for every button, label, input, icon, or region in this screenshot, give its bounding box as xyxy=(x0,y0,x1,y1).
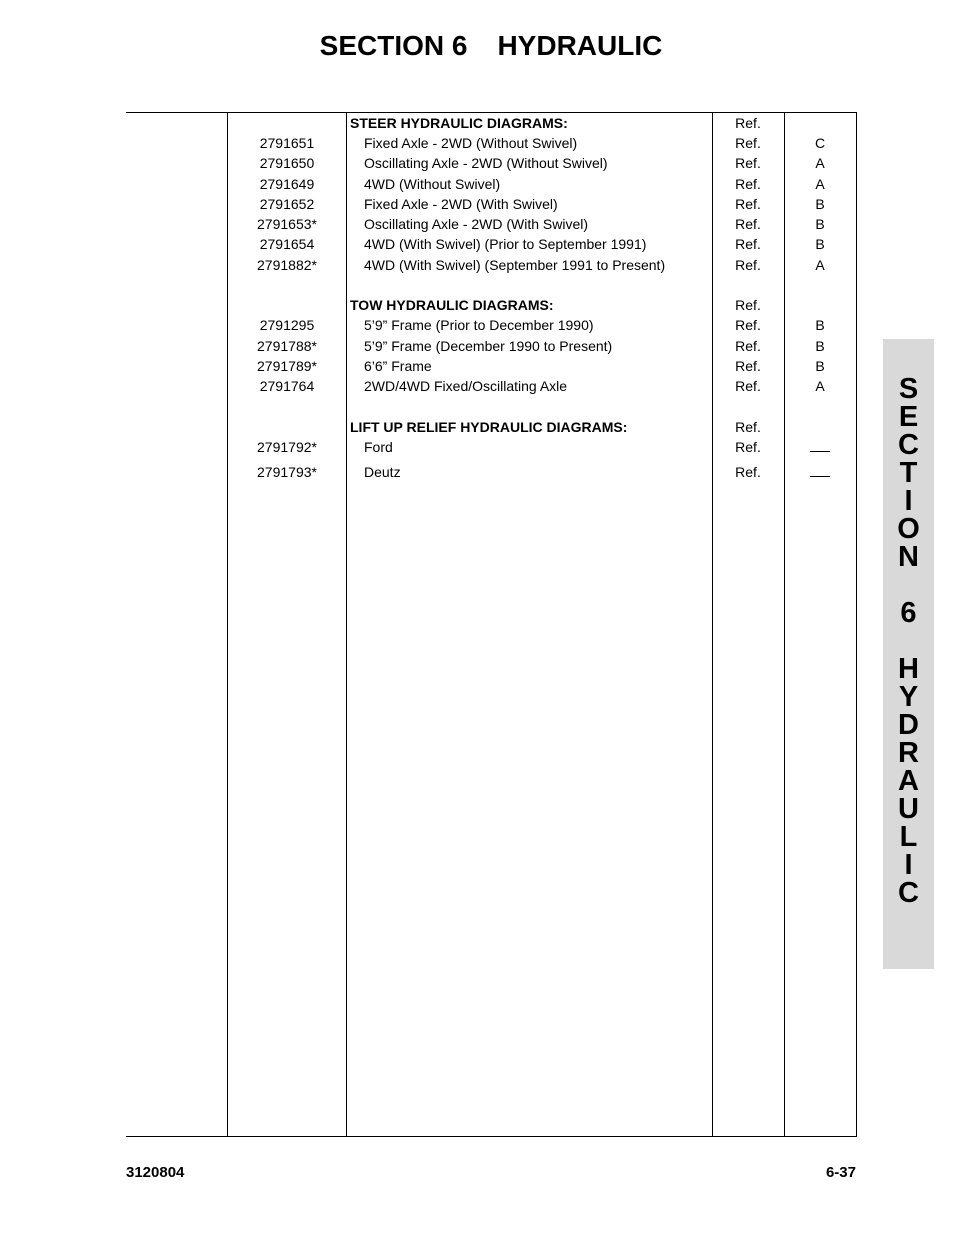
blank-line xyxy=(810,451,830,452)
quantity-ref: Ref. xyxy=(735,196,761,212)
quantity-ref: Ref. xyxy=(735,419,761,435)
page-number: 6-37 xyxy=(825,1164,856,1181)
part-description: Oscillating Axle - 2WD (With Swivel) xyxy=(364,216,589,232)
side-tab-letter: T xyxy=(899,457,918,489)
sheet-code: A xyxy=(815,155,825,171)
side-tab-letter: O xyxy=(897,513,920,545)
table-row xyxy=(126,376,857,396)
side-tab-letter: D xyxy=(898,709,919,741)
table-row xyxy=(126,437,857,457)
quantity-ref: Ref. xyxy=(735,135,761,151)
quantity-ref: Ref. xyxy=(735,378,761,394)
side-tab-letter: L xyxy=(899,821,918,853)
sheet-code: C xyxy=(814,135,826,151)
part-description: 5’9” Frame (Prior to December 1990) xyxy=(364,317,594,333)
part-number: 2791792* xyxy=(257,439,317,455)
side-tab-letter: Y xyxy=(898,681,919,713)
part-description: Fixed Axle - 2WD (With Swivel) xyxy=(364,196,558,212)
section-heading-row xyxy=(126,295,857,315)
sheet-code: B xyxy=(815,216,825,232)
quantity-ref: Ref. xyxy=(735,236,761,252)
side-tab-letter: U xyxy=(898,793,919,825)
part-description: 4WD (With Swivel) (September 1991 to Present) xyxy=(364,257,666,273)
part-number: 2791649 xyxy=(259,176,315,192)
side-tab-letter: N xyxy=(898,541,919,573)
sheet-code: B xyxy=(815,236,825,252)
sheet-code: A xyxy=(815,257,825,273)
group-heading: LIFT UP RELIEF HYDRAULIC DIAGRAMS: xyxy=(350,419,628,435)
part-number: 2791651 xyxy=(259,135,315,151)
side-tab-letter: S xyxy=(898,373,919,405)
part-description: 4WD (Without Swivel) xyxy=(364,176,501,192)
group-heading: TOW HYDRAULIC DIAGRAMS: xyxy=(350,297,554,313)
part-number: 2791295 xyxy=(259,317,315,333)
part-description: Fixed Axle - 2WD (Without Swivel) xyxy=(364,135,578,151)
sheet-code: A xyxy=(815,176,825,192)
section-label: SECTION 6 xyxy=(319,30,468,61)
quantity-ref: Ref. xyxy=(735,176,761,192)
section-heading-row xyxy=(126,113,857,133)
table-row xyxy=(126,336,857,356)
part-description: Oscillating Axle - 2WD (Without Swivel) xyxy=(364,155,608,171)
part-number: 2791653* xyxy=(257,216,317,232)
quantity-ref: Ref. xyxy=(735,358,761,374)
table-row xyxy=(126,153,857,173)
table-row xyxy=(126,174,857,194)
part-number: 2791788* xyxy=(257,338,317,354)
side-tab-letter: H xyxy=(898,653,919,685)
side-tab-letter: A xyxy=(898,765,919,797)
section-heading-row xyxy=(126,417,857,437)
table-row xyxy=(126,462,857,482)
part-description: Ford xyxy=(364,439,393,455)
quantity-ref: Ref. xyxy=(735,439,761,455)
table-row xyxy=(126,214,857,234)
part-number: 2791789* xyxy=(257,358,317,374)
table-row xyxy=(126,133,857,153)
quantity-ref: Ref. xyxy=(735,155,761,171)
quantity-ref: Ref. xyxy=(735,216,761,232)
quantity-ref: Ref. xyxy=(735,338,761,354)
table-row xyxy=(126,234,857,254)
side-tab-letter: C xyxy=(898,429,919,461)
document-number: 3120804 xyxy=(126,1164,185,1181)
table-row xyxy=(126,194,857,214)
part-number: 2791652 xyxy=(259,196,315,212)
part-description: Deutz xyxy=(364,464,401,480)
parts-table xyxy=(126,112,857,1137)
section-side-tab xyxy=(883,339,934,969)
part-number: 2791882* xyxy=(257,257,317,273)
side-tab-letter: I xyxy=(904,485,913,517)
part-number: 2791764 xyxy=(259,378,315,394)
blank-line xyxy=(810,476,830,477)
part-number: 2791793* xyxy=(257,464,317,480)
table-row xyxy=(126,356,857,376)
quantity-ref: Ref. xyxy=(735,257,761,273)
sheet-code: B xyxy=(815,358,825,374)
side-tab-letter: E xyxy=(898,401,919,433)
part-description: 6’6” Frame xyxy=(364,358,432,374)
side-tab-letter: I xyxy=(904,849,913,881)
group-heading: STEER HYDRAULIC DIAGRAMS: xyxy=(350,115,568,131)
side-tab-letter: R xyxy=(898,737,919,769)
quantity-ref: Ref. xyxy=(735,297,761,313)
quantity-ref: Ref. xyxy=(735,464,761,480)
sheet-code: A xyxy=(815,378,825,394)
part-description: 5’9” Frame (December 1990 to Present) xyxy=(364,338,613,354)
side-tab-letter: 6 xyxy=(900,597,917,629)
quantity-ref: Ref. xyxy=(735,317,761,333)
section-title: HYDRAULIC xyxy=(497,30,663,61)
part-description: 4WD (With Swivel) (Prior to September 1991) xyxy=(364,236,647,252)
side-tab-letter: C xyxy=(898,877,919,909)
page-title xyxy=(0,30,954,62)
quantity-ref: Ref. xyxy=(735,115,761,131)
sheet-code: B xyxy=(815,338,825,354)
part-number: 2791650 xyxy=(259,155,315,171)
table-row xyxy=(126,315,857,335)
part-description: 2WD/4WD Fixed/Oscillating Axle xyxy=(364,378,568,394)
part-number: 2791654 xyxy=(259,236,315,252)
table-row xyxy=(126,255,857,275)
sheet-code: B xyxy=(815,196,825,212)
sheet-code: B xyxy=(815,317,825,333)
